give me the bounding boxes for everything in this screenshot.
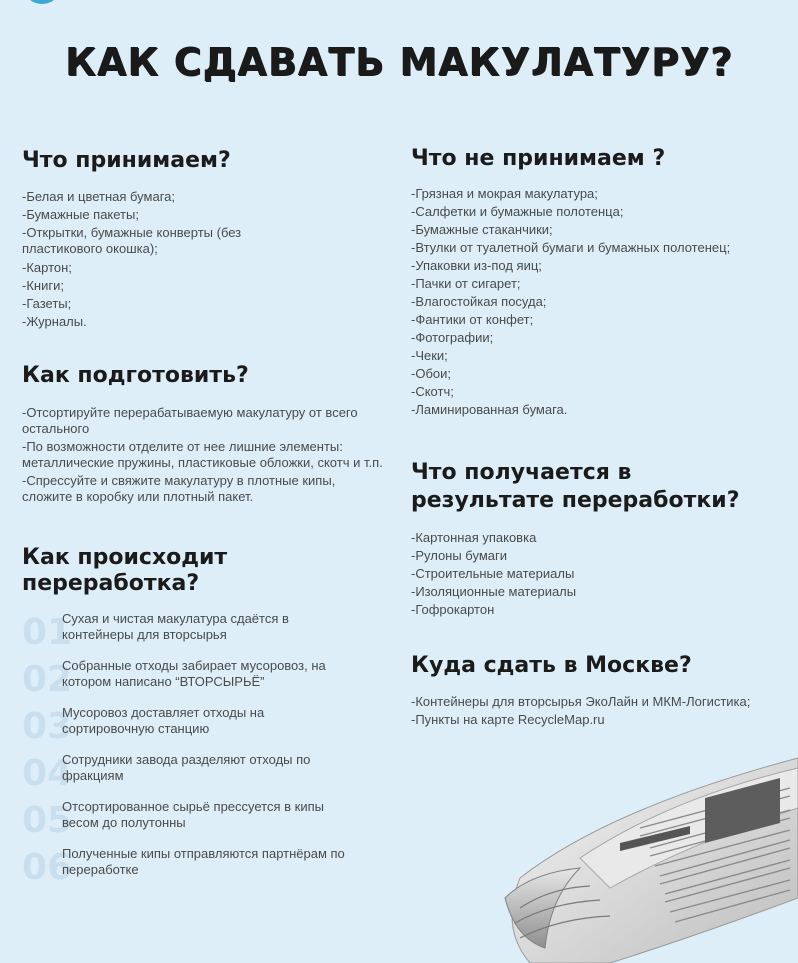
step-number: 03 bbox=[22, 706, 73, 747]
list-item: -Рулоны бумаги bbox=[411, 548, 507, 563]
moscow-list bbox=[411, 693, 796, 729]
not-accepted-section bbox=[411, 146, 796, 419]
list-item: -Картонная упаковка bbox=[411, 530, 537, 545]
results-section bbox=[411, 459, 796, 619]
process-step bbox=[22, 611, 382, 658]
logo-icon bbox=[22, 0, 62, 4]
step-number: 02 bbox=[22, 659, 73, 700]
list-item: -Фантики от конфет; bbox=[411, 312, 534, 327]
prepare-section bbox=[22, 363, 382, 505]
accepted-list bbox=[22, 188, 382, 331]
list-item: -Книги; bbox=[22, 278, 64, 293]
process-heading: Как происходит переработка? bbox=[22, 545, 228, 596]
list-item: -Грязная и мокрая макулатура; bbox=[411, 186, 598, 201]
list-item: -Салфетки и бумажные полотенца; bbox=[411, 204, 624, 219]
list-item: -Обои; bbox=[411, 366, 451, 381]
list-item: -Бумажные пакеты; bbox=[22, 207, 139, 222]
list-item: -Фотографии; bbox=[411, 330, 494, 345]
list-item: -Изоляционные материалы bbox=[411, 584, 577, 599]
step-number: 04 bbox=[22, 753, 73, 794]
list-item: -Втулки от туалетной бумаги и бумажных полотенец; bbox=[411, 240, 731, 255]
page-title: КАК СДАВАТЬ МАКУЛАТУРУ? bbox=[64, 40, 734, 84]
list-item: -Белая и цветная бумага; bbox=[22, 189, 175, 204]
step-number: 01 bbox=[22, 612, 73, 653]
list-item: -Бумажные стаканчики; bbox=[411, 222, 553, 237]
step-text: Отсортированное сырьё прессуется в кипы весом до полутонны bbox=[62, 799, 324, 830]
list-item: -Влагостойкая посуда; bbox=[411, 294, 547, 309]
newspaper-illustration bbox=[490, 748, 798, 963]
not-accepted-list bbox=[411, 185, 796, 419]
process-step bbox=[22, 705, 382, 752]
list-item: -Упаковки из-под яиц; bbox=[411, 258, 542, 273]
step-text: Мусоровоз доставляет отходы на сортировочную станцию bbox=[62, 705, 265, 736]
moscow-section bbox=[411, 653, 796, 729]
list-item: -Ламинированная бумага. bbox=[411, 402, 568, 417]
list-item: -Строительные материалы bbox=[411, 566, 575, 581]
list-item: -Скотч; bbox=[411, 384, 454, 399]
not-accepted-heading: Что не принимаем ? bbox=[411, 146, 666, 171]
results-heading: Что получается в результате переработки? bbox=[411, 460, 740, 513]
list-item: -Спрессуйте и свяжите макулатуру в плотные кипы, сложите в коробку или плотный пакет. bbox=[22, 473, 336, 504]
process-section bbox=[22, 545, 382, 893]
moscow-heading: Куда сдать в Москве? bbox=[411, 653, 692, 678]
list-item: -Контейнеры для вторсырья ЭкоЛайн и МКМ-Логистика; bbox=[411, 694, 751, 709]
prepare-heading: Как подготовить? bbox=[22, 363, 249, 388]
list-item: -Журналы. bbox=[22, 314, 87, 329]
process-step bbox=[22, 846, 382, 893]
step-number: 05 bbox=[22, 800, 73, 841]
list-item: -Чеки; bbox=[411, 348, 448, 363]
prepare-list bbox=[22, 405, 382, 505]
list-item: -Газеты; bbox=[22, 296, 72, 311]
step-text: Сухая и чистая макулатура сдаётся в контейнеры для вторсырья bbox=[62, 611, 289, 642]
step-text: Полученные кипы отправляются партнёрам по переработке bbox=[62, 846, 345, 877]
process-step bbox=[22, 658, 382, 705]
list-item: -Пачки от сигарет; bbox=[411, 276, 521, 291]
list-item: -Картон; bbox=[22, 260, 72, 275]
process-steps bbox=[22, 611, 382, 893]
step-text: Собранные отходы забирает мусоровоз, на котором написано “ВТОРСЫРЬЁ” bbox=[62, 658, 326, 689]
right-column bbox=[411, 146, 796, 729]
step-text: Сотрудники завода разделяют отходы по фракциям bbox=[62, 752, 311, 783]
list-item: -Отсортируйте перерабатываемую макулатуру от всего остального bbox=[22, 405, 358, 436]
accepted-heading: Что принимаем? bbox=[22, 148, 231, 173]
process-step bbox=[22, 752, 382, 799]
results-list bbox=[411, 529, 796, 619]
step-number: 06 bbox=[22, 847, 73, 888]
process-step bbox=[22, 799, 382, 846]
list-item: -Гофрокартон bbox=[411, 602, 495, 617]
list-item: -Пункты на карте RecycleMap.ru bbox=[411, 712, 605, 727]
left-column bbox=[22, 148, 382, 893]
accepted-section bbox=[22, 148, 382, 331]
list-item: -По возможности отделите от нее лишние элементы: металлические пружины, пластиковые обложки, скотч и т.п. bbox=[22, 439, 383, 470]
list-item: -Открытки, бумажные конверты (без пластикового окошка); bbox=[22, 225, 242, 256]
